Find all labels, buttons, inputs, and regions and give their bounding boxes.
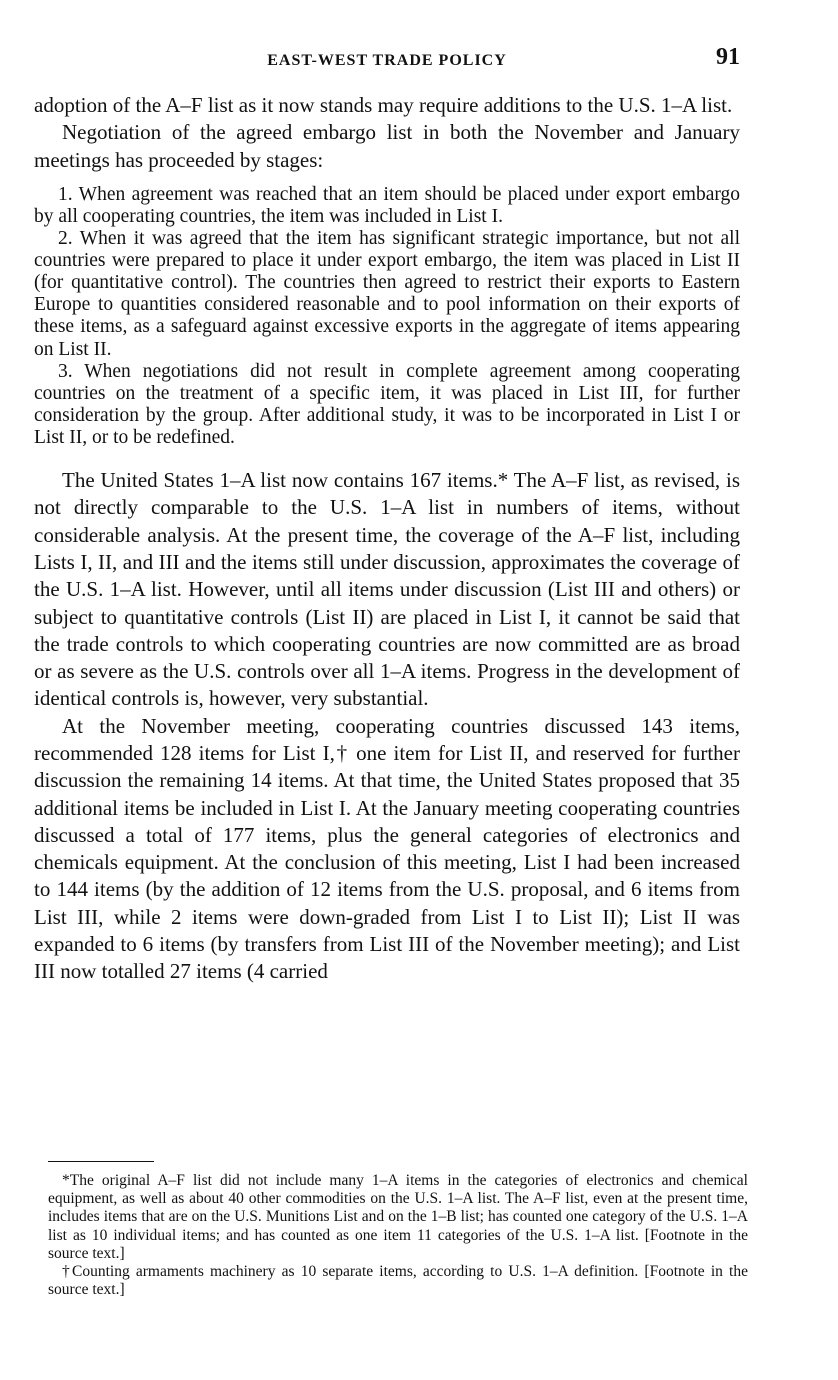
list-item: 1. When agreement was reached that an item should be placed under export embargo by all cooperating countries, the item was included in List I. [34, 183, 740, 227]
paragraph-us-list: The United States 1–A list now contains 167 items.* The A–F list, as revised, is not directly comparable to the U.S. 1–A list in numbers of items, without considerable analysis. At the present time, the coverage of the A–F list, including Lists I, II, and III and the items still under discussion, approximates the coverage of the U.S. 1–A list. However, until all items under discussion (List III and others) or subject to quantitative controls (List II) are placed in List I, it cannot be said that the trade controls to which cooperating countries are now committed are as broad or as severe as the U.S. controls over all 1–A items. Progress in the development of identical controls is, however, very substantial. [34, 468, 740, 711]
footnote-divider [48, 1161, 154, 1162]
page-number: 91 [716, 44, 740, 70]
paragraph-negotiation: Negotiation of the agreed embargo list in both the November and January meetings has proceeded by stages: [34, 120, 740, 172]
body-text [34, 92, 740, 986]
list-item: 3. When negotiations did not result in complete agreement among cooperating countries on the treatment of a specific item, it was placed in List III, for further consideration by the group. After additional study, it was to be incorporated in List I or List II, or to be redefined. [34, 360, 740, 448]
paragraph-november-meeting: At the November meeting, cooperating countries discussed 143 items, recommended 128 items for List I,† one item for List II, and reserved for further discussion the remaining 14 items. At that time, the United States proposed that 35 additional items be included in List I. At the January meeting cooperating countries discussed a total of 177 items, plus the general categories of electronics and chemicals equipment. At the conclusion of this meeting, List I had been increased to 144 items (by the addition of 12 items from the U.S. proposal, and 6 items from List III, while 2 items were down-graded from List I to List II); List II was expanded to 6 items (by transfers from List III of the November meeting); and List III now totalled 27 items (4 carried [34, 713, 740, 984]
footnote-dagger: †Counting armaments machinery as 10 separate items, according to U.S. 1–A definition. [Footnote in the source text.] [48, 1263, 748, 1299]
running-title: EAST-WEST TRADE POLICY [267, 52, 507, 69]
page-header [34, 44, 740, 78]
stages-list [34, 184, 740, 449]
footnote-asterisk: *The original A–F list did not include many 1–A items in the categories of electronics and chemical equipment, as well as about 40 other commodities on the U.S. 1–A list. The A–F list, even at the present time, includes items that are on the U.S. Munitions List and on the 1–B list; has counted one category of the U.S. 1–A list as 10 individual items; and has counted as one item 11 categories of the U.S. 1–A list. [Footnote in the source text.] [48, 1172, 748, 1262]
list-item: 2. When it was agreed that the item has significant strategic importance, but not all countries were prepared to place it under export embargo, the item was placed in List II (for quantitative control). The countries then agreed to restrict their exports to Eastern Europe to quantities considered reasonable and to pool information on their exports of these items, as a safeguard against excessive exports in the aggregate of items appearing on List II. [34, 228, 740, 360]
paragraph-continuation: adoption of the A–F list as it now stands may require additions to the U.S. 1–A list. [34, 93, 733, 117]
footnotes [48, 1172, 748, 1299]
